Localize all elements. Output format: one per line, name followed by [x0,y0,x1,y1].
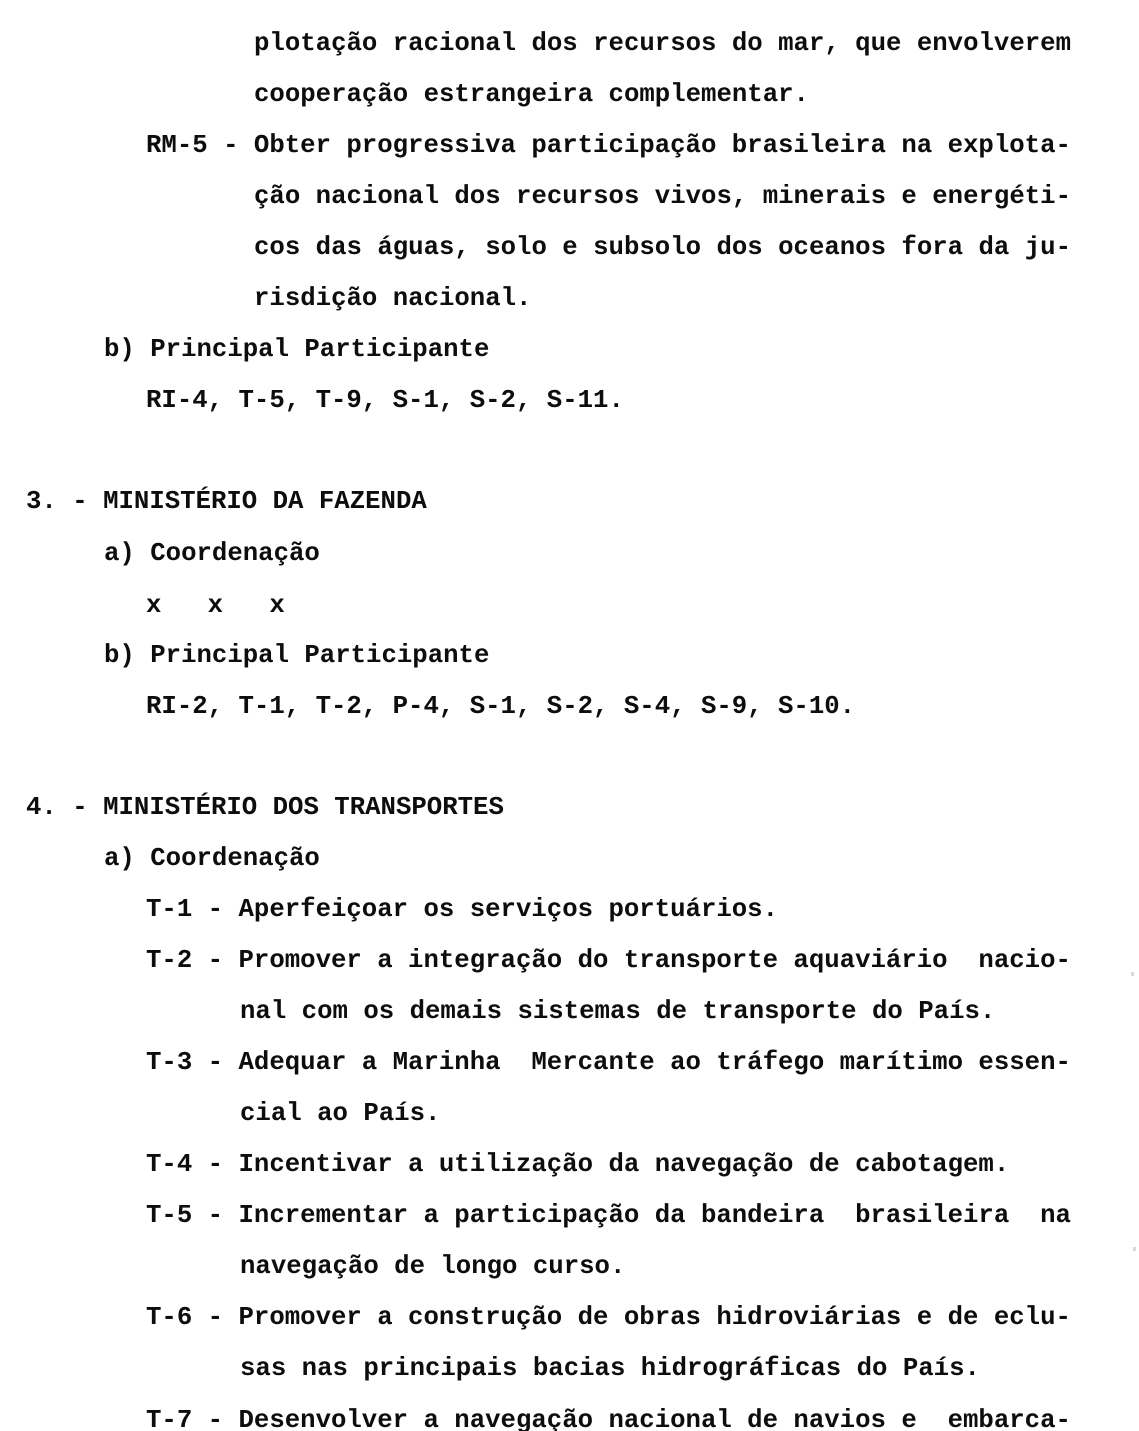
rm4-continuation-line-2: cooperação estrangeira complementar. [254,80,809,109]
item-t3-line-1: T-3 - Adequar a Marinha Mercante ao tráfego marítimo essen- [146,1048,1071,1077]
item-t2-line-2: nal com os demais sistemas de transporte do País. [240,997,996,1026]
item-t1-line-1: T-1 - Aperfeiçoar os serviços portuários. [146,895,779,924]
item-t4-line-1: T-4 - Incentivar a utilização da navegação de cabotagem. [146,1150,1010,1179]
scan-speck [1131,972,1134,976]
item-t5-line-1: T-5 - Incrementar a participação da bandeira brasileira na [146,1201,1071,1230]
marinha-participante-label: b) Principal Participante [104,335,490,364]
fazenda-coordenacao-valor: x x x [146,591,285,620]
item-t6-line-1: T-6 - Promover a construção de obras hidroviárias e de eclu- [146,1303,1071,1332]
scan-speck [1133,1247,1136,1251]
rm5-line-3: cos das águas, solo e subsolo dos oceanos fora da ju- [254,233,1071,262]
rm4-continuation-line-1: plotação racional dos recursos do mar, que envolverem [254,29,1071,58]
transportes-coordenacao-label: a) Coordenação [104,844,320,873]
fazenda-participante-valor: RI-2, T-1, T-2, P-4, S-1, S-2, S-4, S-9, S-10. [146,692,856,721]
item-t5-line-2: navegação de longo curso. [240,1252,626,1281]
rm5-line-1: RM-5 - Obter progressiva participação brasileira na explota- [146,131,1071,160]
rm5-line-4: risdição nacional. [254,284,532,313]
rm5-line-2: ção nacional dos recursos vivos, minerais e energéti- [254,182,1071,211]
item-t6-line-2: sas nas principais bacias hidrográficas do País. [240,1354,980,1383]
fazenda-participante-label: b) Principal Participante [104,641,490,670]
item-t3-line-2: cial ao País. [240,1099,441,1128]
fazenda-coordenacao-label: a) Coordenação [104,539,320,568]
marinha-participante-valor: RI-4, T-5, T-9, S-1, S-2, S-11. [146,386,624,415]
item-t7-line-1: T-7 - Desenvolver a navegação nacional de navios e embarca- [146,1406,1071,1431]
item-t2-line-1: T-2 - Promover a integração do transporte aquaviário nacio- [146,946,1071,975]
heading-ministerio-fazenda: 3. - MINISTÉRIO DA FAZENDA [26,487,427,516]
heading-ministerio-transportes: 4. - MINISTÉRIO DOS TRANSPORTES [26,793,504,822]
